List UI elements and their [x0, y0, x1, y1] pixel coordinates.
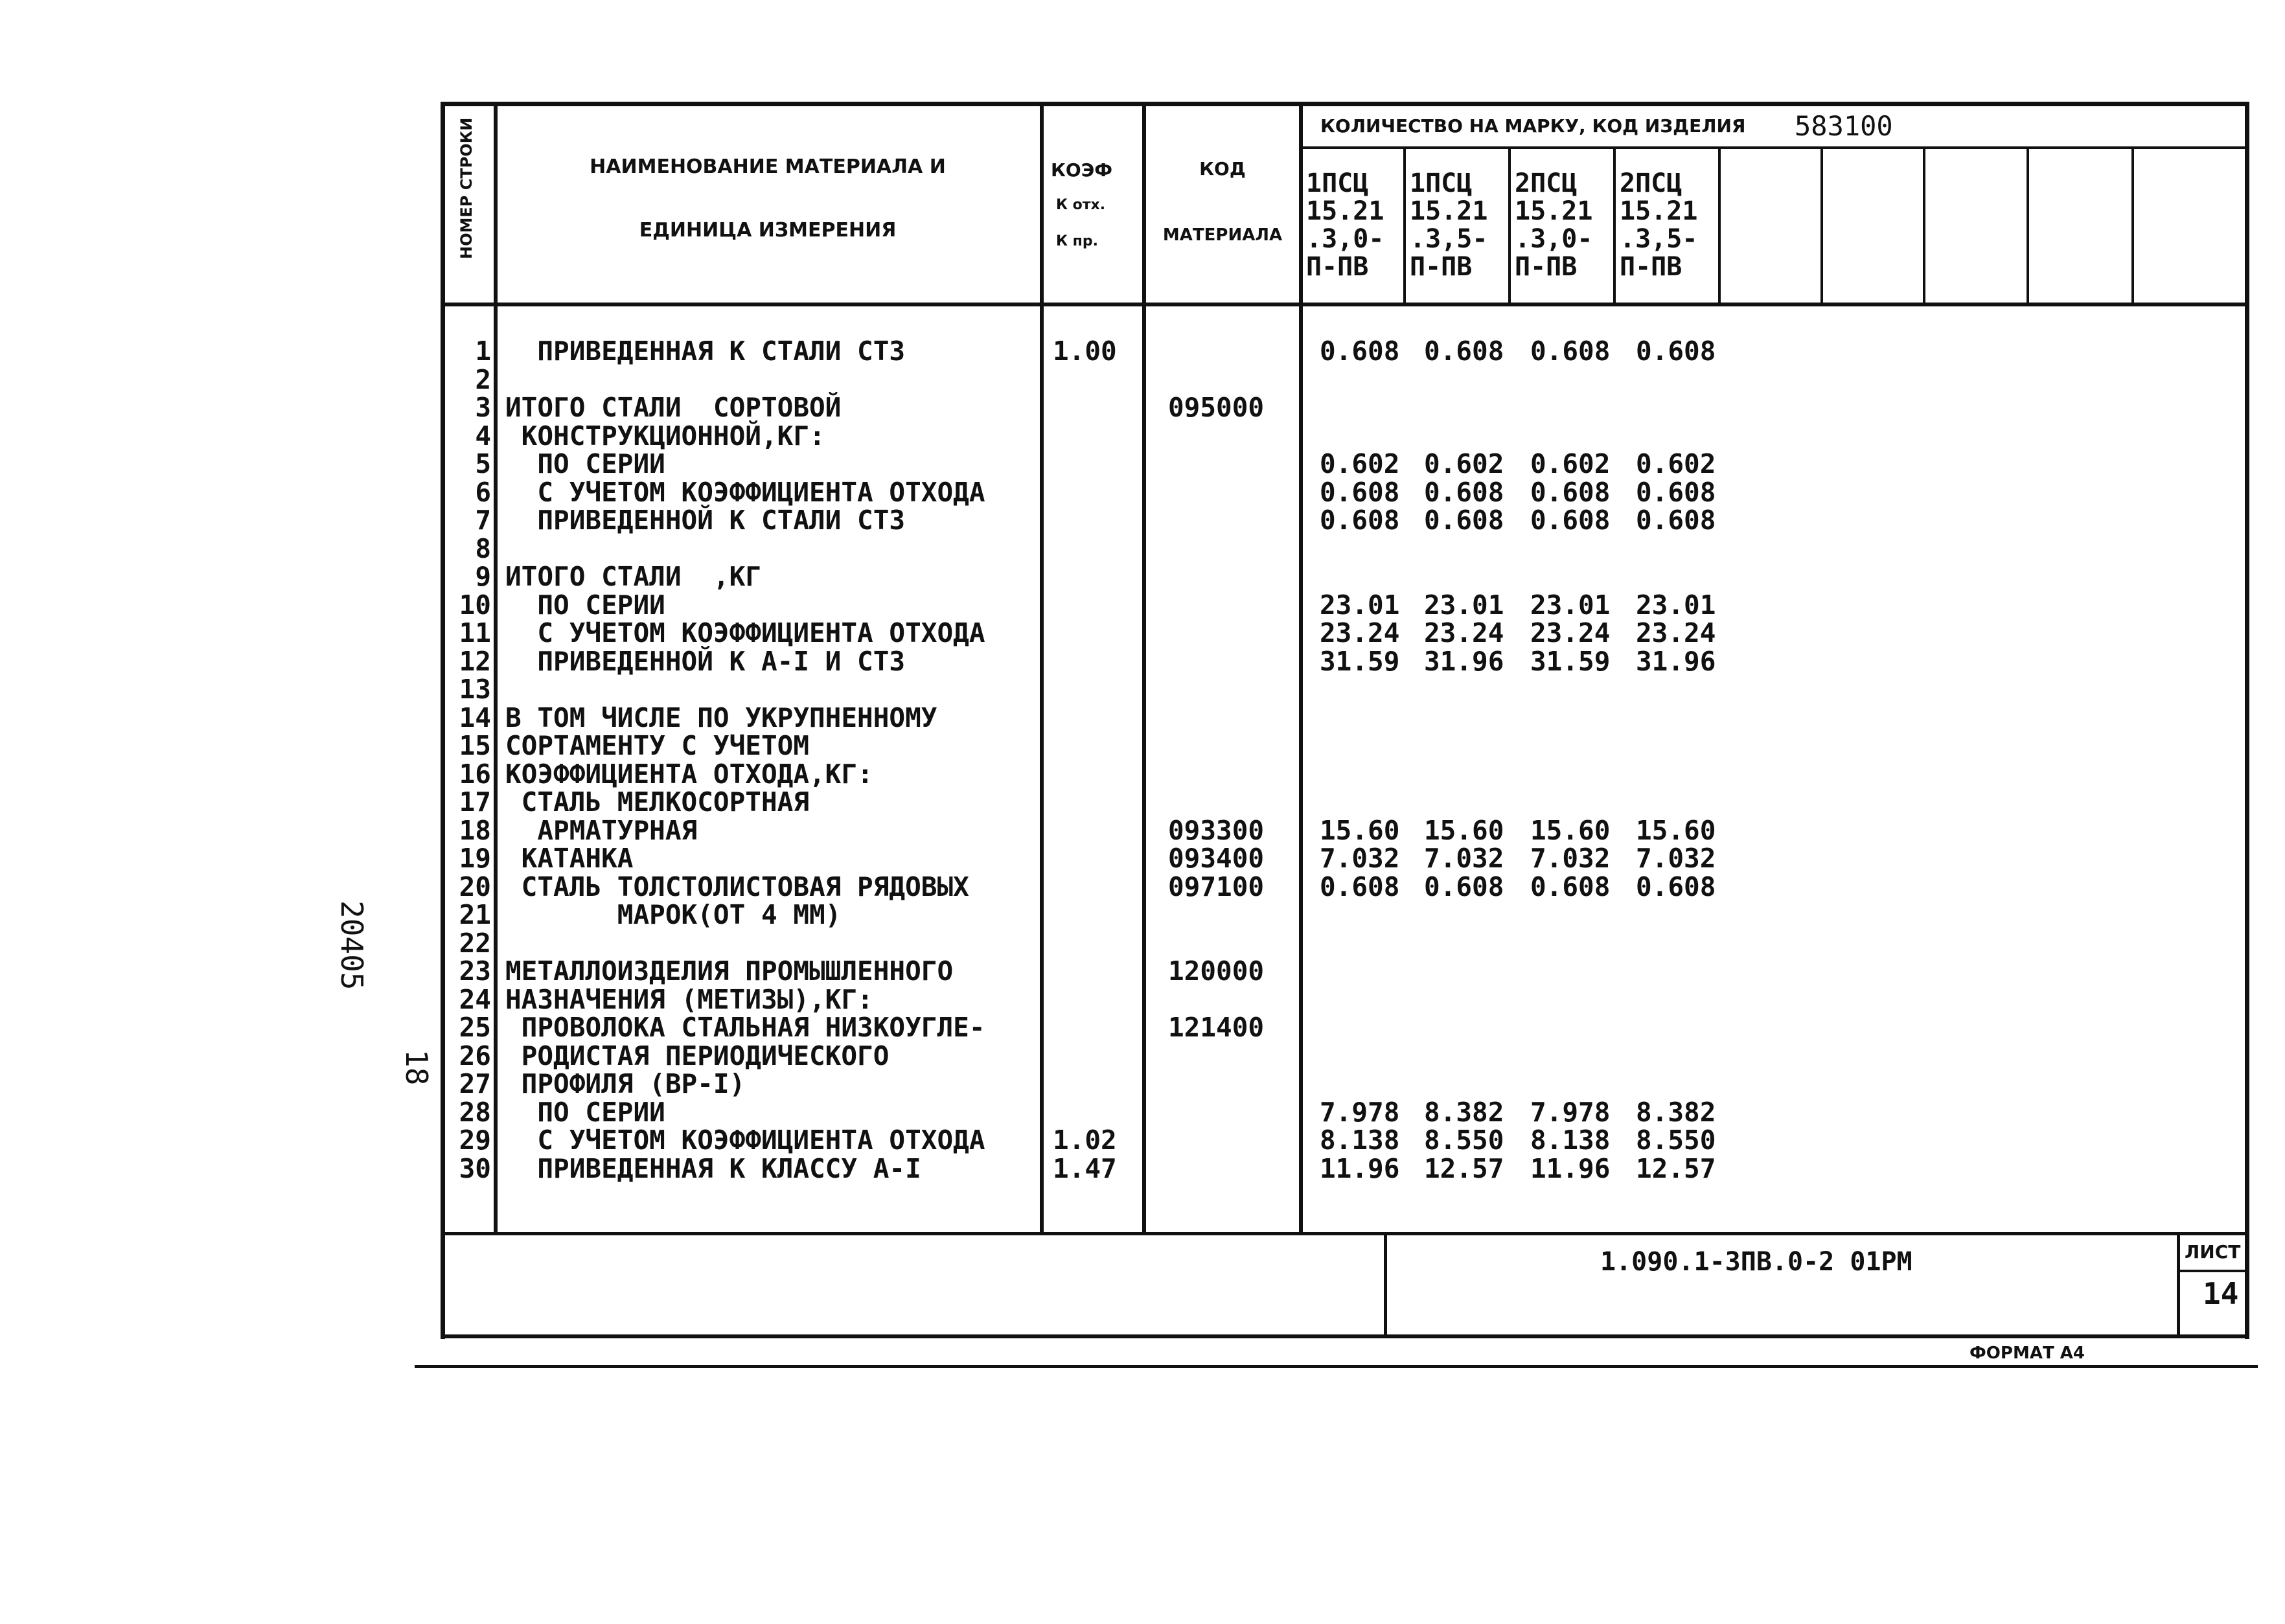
- table-row: [0, 591, 2285, 619]
- material-name: КОНСТРУКЦИОННОЙ,КГ:: [505, 420, 825, 452]
- material-name: В ТОМ ЧИСЛЕ ПО УКРУПНЕННОМУ: [505, 702, 937, 733]
- quantity-value: 8.382: [1636, 1096, 1716, 1128]
- quantity-value: 31.59: [1530, 645, 1611, 677]
- table-row: [0, 393, 2285, 422]
- quantity-value: 0.602: [1530, 448, 1611, 479]
- table-row: [0, 703, 2285, 732]
- row-number: 10: [459, 589, 491, 621]
- mark-4-line-2: 15.21: [1620, 196, 1698, 226]
- quantity-value: 0.608: [1530, 871, 1611, 902]
- mark-4-line-3: .3,5-: [1620, 224, 1698, 254]
- quantity-value: 8.138: [1320, 1125, 1400, 1156]
- material-code: 120000: [1168, 955, 1265, 987]
- table-row: [0, 1126, 2285, 1154]
- quantity-value: 0.608: [1424, 505, 1504, 536]
- quantity-value: 7.978: [1530, 1096, 1611, 1128]
- table-row: [0, 788, 2285, 816]
- material-code: 095000: [1168, 392, 1265, 423]
- row-number: 14: [459, 702, 491, 733]
- quantity-value: 7.032: [1320, 843, 1400, 874]
- material-name: ИТОГО СТАЛИ ,КГ: [505, 561, 761, 592]
- table-row: [0, 337, 2285, 365]
- material-name: ПО СЕРИИ: [505, 1096, 665, 1128]
- mark-2-line-4: П-ПВ: [1410, 252, 1473, 282]
- quantity-value: 0.608: [1320, 505, 1400, 536]
- material-name-header: НАИМЕНОВАНИЕ МАТЕРИАЛА И: [590, 155, 946, 178]
- row-number: 2: [475, 363, 491, 395]
- quantity-value: 12.57: [1636, 1152, 1716, 1184]
- material-code: 121400: [1168, 1012, 1265, 1043]
- row-number: 15: [459, 730, 491, 761]
- table-row: [0, 731, 2285, 760]
- row-number: 1: [475, 336, 491, 367]
- mark-3-line-2: 15.21: [1515, 196, 1593, 226]
- row-number: 8: [475, 532, 491, 564]
- quantity-value: 0.608: [1530, 336, 1611, 367]
- material-name: КОЭФФИЦИЕНТА ОТХОДА,КГ:: [505, 758, 873, 790]
- row-number: 22: [459, 927, 491, 959]
- mark-1-line-2: 15.21: [1306, 196, 1384, 226]
- quantity-value: 15.60: [1424, 814, 1504, 846]
- quantity-value: 15.60: [1636, 814, 1716, 846]
- mark-4-line-1: 2ПСЦ: [1620, 168, 1682, 198]
- row-number: 12: [459, 645, 491, 677]
- material-code: 097100: [1168, 871, 1265, 902]
- table-row: [0, 816, 2285, 845]
- quantity-value: 15.60: [1530, 814, 1611, 846]
- quantity-value: 0.608: [1320, 336, 1400, 367]
- row-number: 18: [459, 814, 491, 846]
- document-code: 1.090.1-3ПВ.0-2 01РМ: [1600, 1247, 1912, 1277]
- material-name: АРМАТУРНАЯ: [505, 814, 698, 846]
- mark-1-line-1: 1ПСЦ: [1306, 168, 1369, 198]
- quantity-value: 0.608: [1320, 476, 1400, 508]
- coef-header: КОЭФ: [1051, 159, 1113, 181]
- row-number: 7: [475, 505, 491, 536]
- code-header: КОД: [1199, 158, 1246, 179]
- row-number: 28: [459, 1096, 491, 1128]
- quantity-value: 0.602: [1424, 448, 1504, 479]
- quantity-value: 12.57: [1424, 1152, 1504, 1184]
- table-row: [0, 675, 2285, 703]
- coefficient: 1.02: [1053, 1125, 1117, 1156]
- material-name: ПРИВЕДЕННОЙ К СТАЛИ СТЗ: [505, 505, 906, 536]
- row-number: 4: [475, 420, 491, 452]
- mark-2-line-3: .3,5-: [1410, 224, 1488, 254]
- material-name: С УЧЕТОМ КОЭФФИЦИЕНТА ОТХОДА: [505, 617, 985, 648]
- material-name: НАЗНАЧЕНИЯ (МЕТИЗЫ),КГ:: [505, 983, 873, 1015]
- coefficient: 1.00: [1053, 336, 1117, 367]
- quantity-value: 7.032: [1424, 843, 1504, 874]
- quantity-value: 23.24: [1530, 617, 1611, 648]
- quantity-value: 8.550: [1636, 1125, 1716, 1156]
- row-number: 27: [459, 1068, 491, 1099]
- row-number: 25: [459, 1012, 491, 1043]
- table-row: [0, 1013, 2285, 1042]
- table-row: [0, 422, 2285, 450]
- quantity-value: 11.96: [1530, 1152, 1611, 1184]
- material-name: ПРИВЕДЕННАЯ К СТАЛИ СТЗ: [505, 336, 906, 367]
- table-row: [0, 873, 2285, 901]
- row-number: 9: [475, 561, 491, 592]
- table-row: [0, 1042, 2285, 1070]
- side-inventory-number: 20405: [334, 900, 369, 990]
- material-name: МАРОК(ОТ 4 ММ): [505, 899, 842, 930]
- table-row: [0, 562, 2285, 591]
- material-name: ИТОГО СТАЛИ СОРТОВОЙ: [505, 392, 842, 423]
- row-number: 6: [475, 476, 491, 508]
- quantity-value: 0.608: [1530, 505, 1611, 536]
- mark-2-line-2: 15.21: [1410, 196, 1488, 226]
- table-row: [0, 1069, 2285, 1098]
- quantity-value: 31.96: [1424, 645, 1504, 677]
- quantity-value: 23.24: [1424, 617, 1504, 648]
- material-name: ПРОВОЛОКА СТАЛЬНАЯ НИЗКОУГЛЕ-: [505, 1012, 985, 1043]
- material-name: ПРИВЕДЕННАЯ К КЛАССУ А-I: [505, 1152, 921, 1184]
- quantity-value: 11.96: [1320, 1152, 1400, 1184]
- material-name: ПРОФИЛЯ (ВР-I): [505, 1068, 746, 1099]
- quantity-value: 0.608: [1320, 871, 1400, 902]
- quantity-value: 0.608: [1636, 336, 1716, 367]
- row-number: 5: [475, 448, 491, 479]
- material-code: 093400: [1168, 843, 1265, 874]
- table-row: [0, 760, 2285, 788]
- mark-3-line-3: .3,0-: [1515, 224, 1593, 254]
- table-row: [0, 506, 2285, 534]
- row-number: 23: [459, 955, 491, 987]
- row-number: 29: [459, 1125, 491, 1156]
- format-label: ФОРМАТ А4: [1969, 1344, 2085, 1363]
- table-row: [0, 450, 2285, 478]
- unit-header: ЕДИНИЦА ИЗМЕРЕНИЯ: [639, 219, 897, 242]
- material-name: ПО СЕРИИ: [505, 448, 665, 479]
- sheet-label: ЛИСТ: [2185, 1241, 2241, 1263]
- quantity-value: 23.24: [1636, 617, 1716, 648]
- row-number: 24: [459, 983, 491, 1015]
- material-name: С УЧЕТОМ КОЭФФИЦИЕНТА ОТХОДА: [505, 1125, 985, 1156]
- quantity-value: 23.01: [1530, 589, 1611, 621]
- material-name: ПРИВЕДЕННОЙ К А-I И СТЗ: [505, 645, 906, 677]
- quantity-header: КОЛИЧЕСТВО НА МАРКУ, КОД ИЗДЕЛИЯ: [1320, 115, 1746, 137]
- quantity-value: 0.602: [1636, 448, 1716, 479]
- quantity-value: 23.01: [1424, 589, 1504, 621]
- material-name: СОРТАМЕНТУ С УЧЕТОМ: [505, 730, 809, 761]
- material-code: 093300: [1168, 814, 1265, 846]
- row-number-header: НОМЕР СТРОКИ: [457, 117, 476, 259]
- quantity-value: 0.608: [1424, 871, 1504, 902]
- material-name: С УЧЕТОМ КОЭФФИЦИЕНТА ОТХОДА: [505, 476, 985, 508]
- table-row: [0, 619, 2285, 647]
- quantity-value: 7.978: [1320, 1096, 1400, 1128]
- material-name: МЕТАЛЛОИЗДЕЛИЯ ПРОМЫШЛЕННОГО: [505, 955, 954, 987]
- material-code-header: МАТЕРИАЛА: [1162, 225, 1283, 245]
- side-page-number: 18: [399, 1049, 434, 1086]
- material-name: СТАЛЬ ТОЛСТОЛИСТОВАЯ РЯДОВЫХ: [505, 871, 969, 902]
- quantity-value: 7.032: [1530, 843, 1611, 874]
- mark-1-line-3: .3,0-: [1306, 224, 1384, 254]
- mark-3-line-1: 2ПСЦ: [1515, 168, 1578, 198]
- table-row: [0, 1098, 2285, 1127]
- quantity-value: 0.608: [1636, 476, 1716, 508]
- row-number: 30: [459, 1152, 491, 1184]
- quantity-value: 23.01: [1320, 589, 1400, 621]
- quantity-value: 0.608: [1636, 871, 1716, 902]
- quantity-value: 23.01: [1636, 589, 1716, 621]
- material-name: КАТАНКА: [505, 843, 634, 874]
- row-number: 17: [459, 786, 491, 818]
- mark-4-line-4: П-ПВ: [1620, 252, 1682, 282]
- coef-waste-header: К отх.: [1056, 197, 1106, 213]
- mark-1-line-4: П-ПВ: [1306, 252, 1369, 282]
- coefficient: 1.47: [1053, 1152, 1117, 1184]
- material-name: ПО СЕРИИ: [505, 589, 665, 621]
- quantity-value: 0.608: [1636, 505, 1716, 536]
- row-number: 16: [459, 758, 491, 790]
- table-row: [0, 1154, 2285, 1183]
- table-row: [0, 478, 2285, 507]
- mark-2-line-1: 1ПСЦ: [1410, 168, 1473, 198]
- row-number: 21: [459, 899, 491, 930]
- coef-reduced-header: К пр.: [1056, 233, 1098, 249]
- row-number: 20: [459, 871, 491, 902]
- row-number: 11: [459, 617, 491, 648]
- row-number: 19: [459, 843, 491, 874]
- row-number: 13: [459, 674, 491, 705]
- quantity-value: 0.608: [1424, 336, 1504, 367]
- table-row: [0, 534, 2285, 563]
- quantity-value: 8.138: [1530, 1125, 1611, 1156]
- material-name: СТАЛЬ МЕЛКОСОРТНАЯ: [505, 786, 809, 818]
- material-name: РОДИСТАЯ ПЕРИОДИЧЕСКОГО: [505, 1040, 890, 1071]
- quantity-value: 0.608: [1424, 476, 1504, 508]
- sheet-number: 14: [2203, 1276, 2239, 1311]
- table-row: [0, 365, 2285, 394]
- mark-3-line-4: П-ПВ: [1515, 252, 1578, 282]
- quantity-value: 31.96: [1636, 645, 1716, 677]
- table-row: [0, 844, 2285, 873]
- quantity-value: 23.24: [1320, 617, 1400, 648]
- quantity-value: 0.608: [1530, 476, 1611, 508]
- product-code: 583100: [1795, 110, 1893, 142]
- quantity-value: 8.382: [1424, 1096, 1504, 1128]
- row-number: 26: [459, 1040, 491, 1071]
- table-row: [0, 647, 2285, 676]
- quantity-value: 31.59: [1320, 645, 1400, 677]
- quantity-value: 8.550: [1424, 1125, 1504, 1156]
- row-number: 3: [475, 392, 491, 423]
- quantity-value: 15.60: [1320, 814, 1400, 846]
- quantity-value: 7.032: [1636, 843, 1716, 874]
- quantity-value: 0.602: [1320, 448, 1400, 479]
